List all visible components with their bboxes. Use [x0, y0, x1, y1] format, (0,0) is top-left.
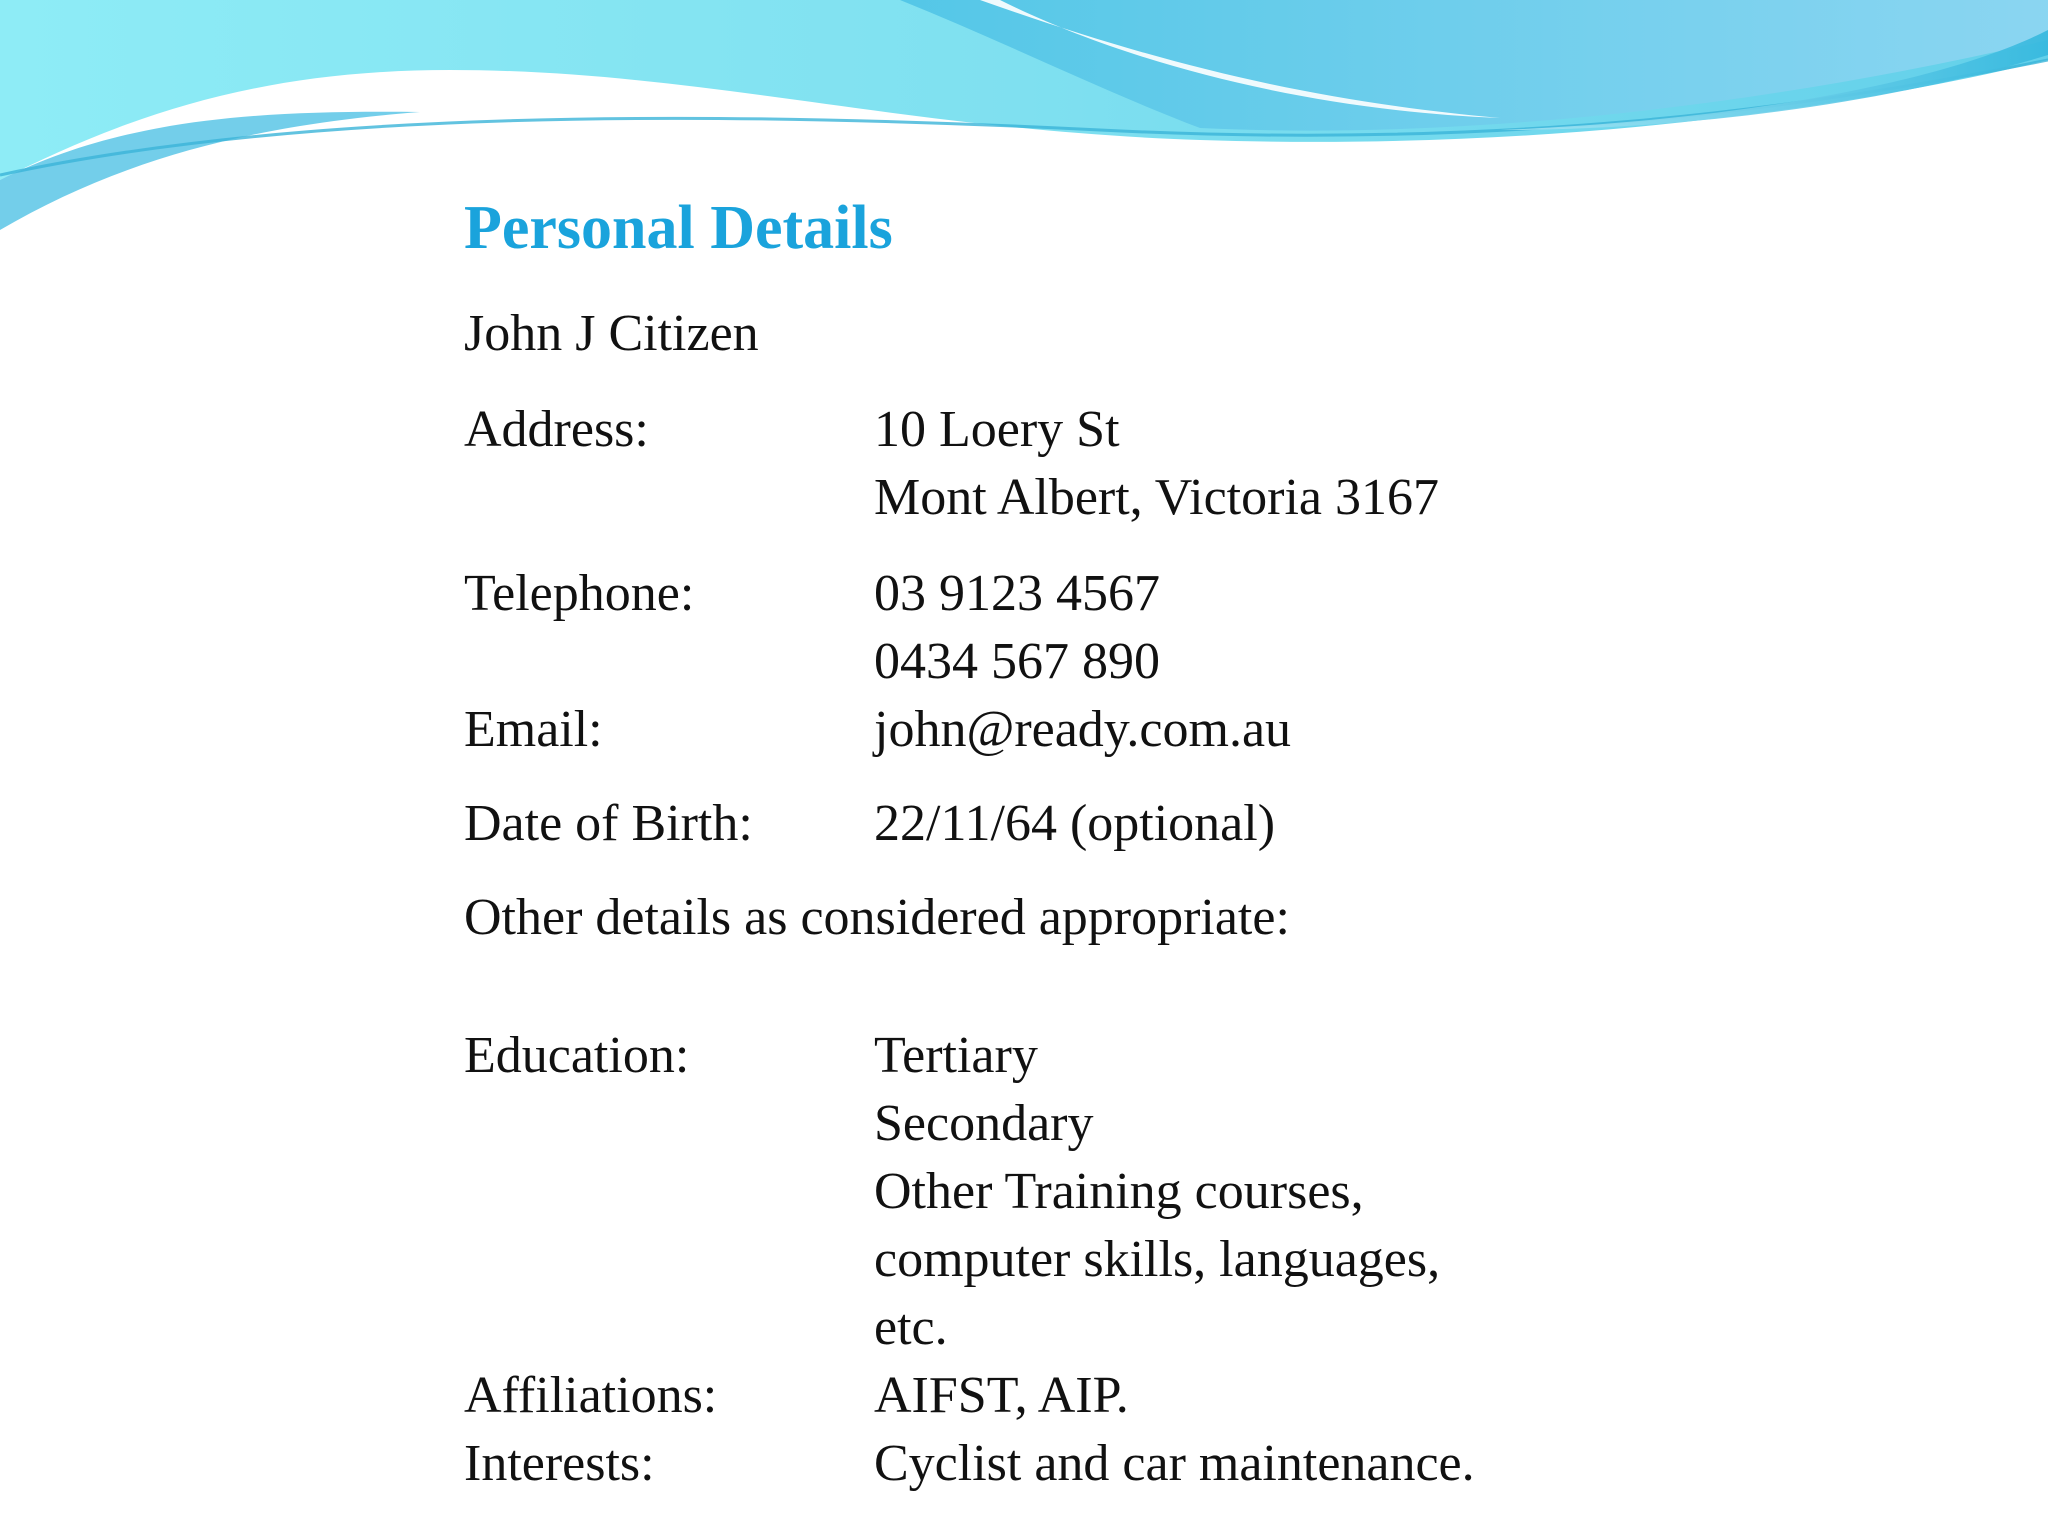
email-label: Email: [464, 701, 603, 758]
education-line-2: Secondary [874, 1095, 1094, 1152]
affiliations-value: AIFST, AIP. [874, 1367, 1129, 1424]
interests-label: Interests: [464, 1435, 655, 1492]
header-wave-decoration [0, 0, 2048, 240]
interests-value: Cyclist and car maintenance. [874, 1435, 1475, 1492]
address-line-2: Mont Albert, Victoria 3167 [874, 469, 1439, 526]
education-line-4: computer skills, languages, [874, 1231, 1441, 1288]
person-name: John J Citizen [464, 305, 759, 362]
education-line-1: Tertiary [874, 1027, 1038, 1084]
telephone-label: Telephone: [464, 565, 695, 622]
email-value: john@ready.com.au [874, 701, 1292, 758]
telephone-line-1: 03 9123 4567 [874, 565, 1160, 622]
education-label: Education: [464, 1027, 690, 1084]
other-details-heading: Other details as considered appropriate: [464, 889, 1290, 946]
education-line-5: etc. [874, 1299, 948, 1356]
telephone-line-2: 0434 567 890 [874, 633, 1160, 690]
education-line-3: Other Training courses, [874, 1163, 1364, 1220]
address-label: Address: [464, 401, 649, 458]
affiliations-label: Affiliations: [464, 1367, 718, 1424]
page-title: Personal Details [464, 194, 893, 262]
dob-value: 22/11/64 (optional) [874, 795, 1276, 852]
address-line-1: 10 Loery St [874, 401, 1120, 458]
dob-label: Date of Birth: [464, 795, 753, 852]
